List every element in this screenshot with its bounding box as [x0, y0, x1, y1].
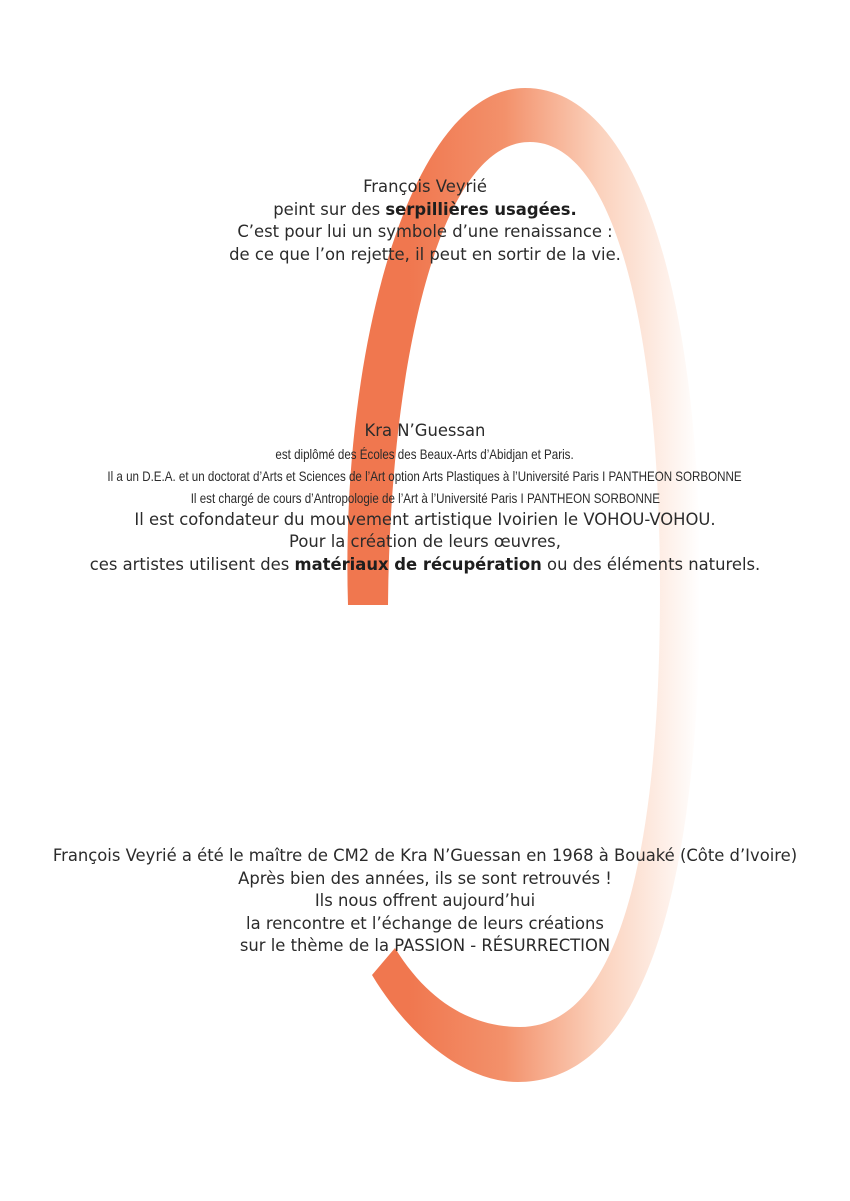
- rencontre-line-4: la rencontre et l’échange de leurs créations: [246, 913, 604, 933]
- kra-teaching: Il est chargé de cours d’Antropologie de l’Art à l’Université Paris I PANTHEON SORBONNE: [190, 490, 660, 506]
- section-rencontre: [0, 845, 850, 958]
- rencontre-line-2: Après bien des années, ils se sont retrouvés !: [238, 868, 612, 888]
- kra-creation: Pour la création de leurs œuvres,: [289, 532, 561, 551]
- section-kra: [0, 420, 850, 576]
- kra-materials: ces artistes utilisent des matériaux de récupération ou des éléments naturels.: [89, 554, 761, 574]
- kra-diploma: est diplômé des Écoles des Beaux-Arts d’Abidjan et Paris.: [275, 446, 575, 462]
- kra-vohou: Il est cofondateur du mouvement artistique Ivoirien le VOHOU-VOHOU.: [134, 509, 716, 529]
- francois-line-2: peint sur des serpillières usagées.: [273, 199, 577, 219]
- kra-name: Kra N’Guessan: [364, 421, 486, 440]
- francois-line-3: C’est pour lui un symbole d’une renaissance :: [237, 222, 613, 241]
- section-francois: [0, 176, 850, 266]
- bold-materiaux: matériaux de récupération: [294, 554, 542, 574]
- rencontre-line-1: François Veyrié a été le maître de CM2 de Kra N’Guessan en 1968 à Bouaké (Côte d’Ivoire): [52, 846, 798, 865]
- francois-name: François Veyrié: [363, 177, 487, 196]
- rencontre-line-5: sur le thème de la PASSION - RÉSURRECTION: [239, 936, 611, 955]
- kra-doctorate: Il a un D.E.A. et un doctorat d’Arts et Sciences de l’Art option Arts Plastiques à l’Université Paris I PANTHEON SORBONNE: [107, 468, 743, 484]
- rencontre-line-3: Ils nous offrent aujourd’hui: [314, 891, 536, 910]
- francois-line-4: de ce que l’on rejette, il peut en sortir de la vie.: [229, 244, 621, 264]
- bold-serpillieres: serpillières usagées.: [385, 199, 577, 219]
